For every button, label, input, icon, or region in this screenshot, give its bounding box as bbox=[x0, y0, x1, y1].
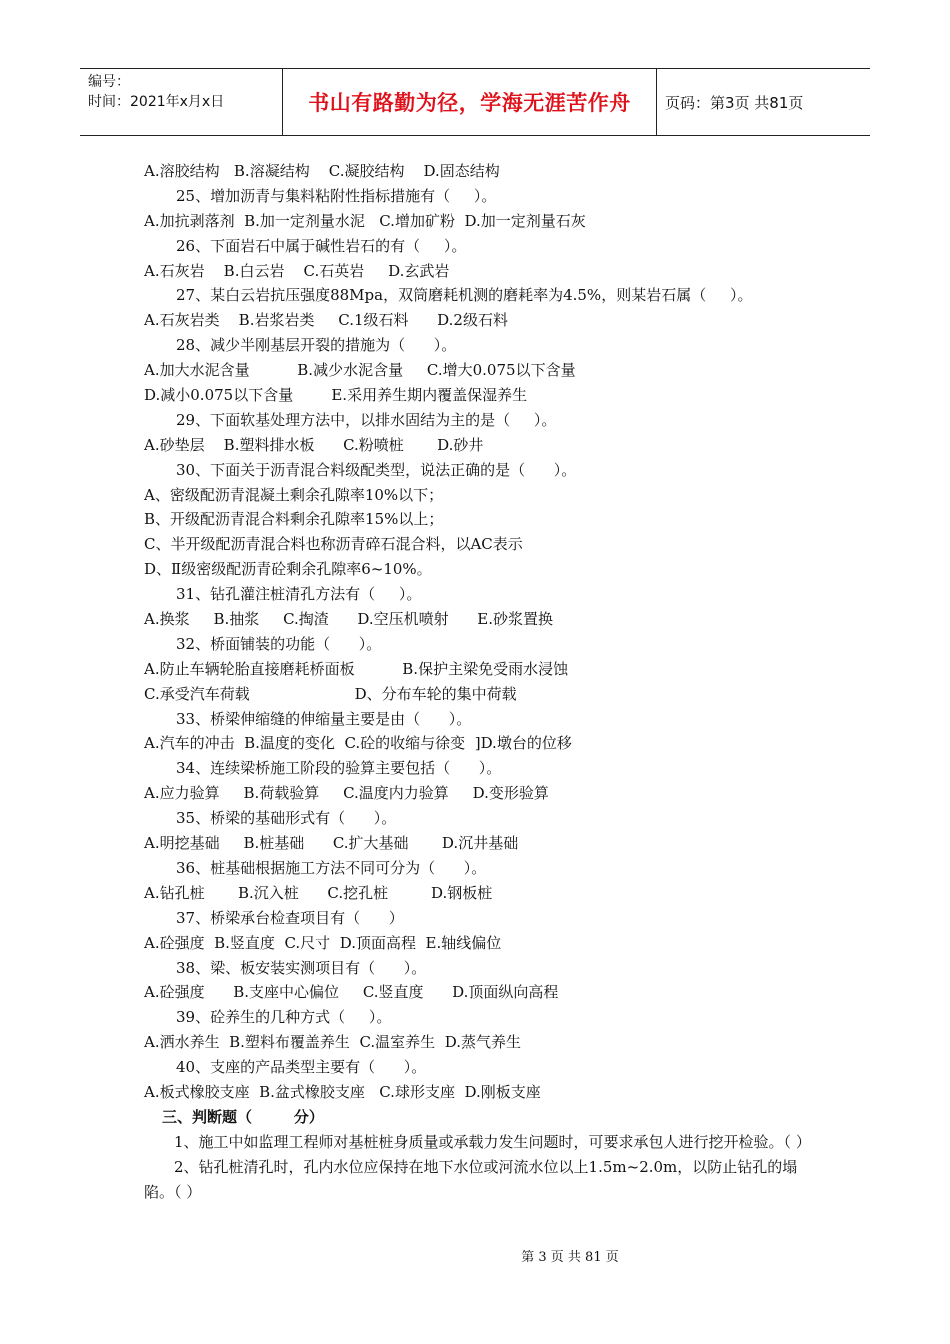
answer-options: A.汽车的冲击 B.温度的变化 C.砼的收缩与徐变 ]D.墩台的位移 bbox=[144, 734, 572, 753]
answer-options: A.溶胶结构 B.溶凝结构 C.凝胶结构 D.固态结构 bbox=[144, 162, 500, 180]
question-lines bbox=[144, 159, 834, 1105]
answer-options: A.加大水泥含量 B.减少水泥含量 C.增大0.075以下含量 bbox=[144, 361, 576, 380]
question-text: 28、减少半刚基层开裂的措施为（ ）。 bbox=[176, 336, 457, 355]
answer-options: A.防止车辆轮胎直接磨耗桥面板 B.保护主梁免受雨水浸蚀 bbox=[144, 659, 569, 678]
question-text: 26、下面岩石中属于碱性岩石的有（ ）。 bbox=[176, 236, 467, 255]
answer-options: D、Ⅱ级密级配沥青砼剩余孔隙率6~10%。 bbox=[144, 560, 432, 579]
question-text: 35、桥梁的基础形式有（ ）。 bbox=[176, 809, 397, 828]
question-text: 25、增加沥青与集料粘附性指标措施有（ ）。 bbox=[176, 186, 497, 205]
answer-options: A.换浆 B.抽浆 C.掏渣 D.空压机喷射 E.砂浆置换 bbox=[144, 610, 553, 629]
document-body bbox=[144, 159, 834, 1204]
page-header bbox=[80, 68, 870, 136]
question-text: 27、某白云岩抗压强度88Mpa，双筒磨耗机测的磨耗率为4.5%，则某岩石属（ ）。 bbox=[176, 286, 753, 305]
question-text: 39、砼养生的几种方式（ ）。 bbox=[176, 1008, 392, 1027]
question-text: 37、桥梁承台检查项目有（ ） bbox=[176, 908, 404, 927]
answer-options: C.承受汽车荷载 D、分布车轮的集中荷载 bbox=[144, 684, 517, 703]
question-text: 40、支座的产品类型主要有（ ）。 bbox=[176, 1058, 427, 1077]
answer-options: A.石灰岩 B.白云岩 C.石英岩 D.玄武岩 bbox=[144, 261, 450, 280]
date-label: 时间：2021年x月x日 bbox=[88, 94, 225, 110]
answer-options: A.加抗剥落剂 B.加一定剂量水泥 C.增加矿粉 D.加一定剂量石灰 bbox=[144, 211, 586, 230]
answer-options: D.减小0.075以下含量 E.采用养生期内覆盖保湿养生 bbox=[144, 386, 528, 405]
answer-options: A.板式橡胶支座 B.盆式橡胶支座 C.球形支座 D.刚板支座 bbox=[144, 1082, 541, 1101]
question-text: 31、钻孔灌注桩清孔方法有（ ）。 bbox=[176, 585, 422, 604]
question-text: 29、下面软基处理方法中，以排水固结为主的是（ ）。 bbox=[176, 410, 557, 429]
answer-options: A.洒水养生 B.塑料布覆盖养生 C.温室养生 D.蒸气养生 bbox=[144, 1033, 521, 1052]
question-text: 32、桥面铺装的功能（ ）。 bbox=[176, 634, 382, 653]
answer-options: A、密级配沥青混凝土剩余孔隙率10%以下； bbox=[144, 485, 444, 504]
page-number-label: 页码：第3页 共81页 bbox=[665, 93, 804, 112]
judgment-item: 1、施工中如监理工程师对基桩桩身质量或承载力发生问题时，可要求承包人进行挖开检验。（ ） bbox=[174, 1132, 811, 1151]
question-text: 34、连续梁桥施工阶段的验算主要包括（ ）。 bbox=[176, 759, 502, 778]
judgment-item: 2、钻孔桩清孔时，孔内水位应保持在地下水位或河流水位以上1.5m~2.0m，以防止钻孔的塌陷。（ ） bbox=[144, 1157, 798, 1201]
page-footer: 第 3 页 共 81 页 bbox=[521, 1250, 619, 1265]
answer-options: A.砼强度 B.支座中心偏位 C.竖直度 D.顶面纵向高程 bbox=[144, 983, 559, 1002]
section-title: 三、判断题（ 分） bbox=[162, 1107, 324, 1126]
answer-options: A.明挖基础 B.桩基础 C.扩大基础 D.沉井基础 bbox=[144, 834, 519, 853]
answer-options: C、半开级配沥青混合料也称沥青碎石混合料，以AC表示 bbox=[144, 535, 523, 554]
header-info-cell bbox=[80, 69, 283, 135]
answer-options: A.砼强度 B.竖直度 C.尺寸 D.顶面高程 E.轴线偏位 bbox=[144, 933, 502, 952]
question-text: 33、桥梁伸缩缝的伸缩量主要是由（ ）。 bbox=[176, 709, 472, 728]
answer-options: B、开级配沥青混合料剩余孔隙率15%以上； bbox=[144, 510, 444, 529]
answer-options: A.应力验算 B.荷载验算 C.温度内力验算 D.变形验算 bbox=[144, 784, 549, 803]
question-text: 38、梁、板安装实测项目有（ ）。 bbox=[176, 958, 427, 977]
answer-options: A.石灰岩类 B.岩浆岩类 C.1级石料 D.2级石料 bbox=[144, 311, 508, 330]
motto-text: 书山有路勤为径，学海无涯苦作舟 bbox=[283, 69, 657, 135]
question-text: 36、桩基础根据施工方法不同可分为（ ）。 bbox=[176, 858, 487, 877]
answer-options: A.钻孔桩 B.沉入桩 C.挖孔桩 D.钢板桩 bbox=[144, 883, 493, 902]
question-text: 30、下面关于沥青混合料级配类型，说法正确的是（ ）。 bbox=[176, 460, 577, 479]
number-label: 编号： bbox=[88, 74, 130, 90]
answer-options: A.砂垫层 B.塑料排水板 C.粉喷桩 D.砂井 bbox=[144, 435, 484, 454]
